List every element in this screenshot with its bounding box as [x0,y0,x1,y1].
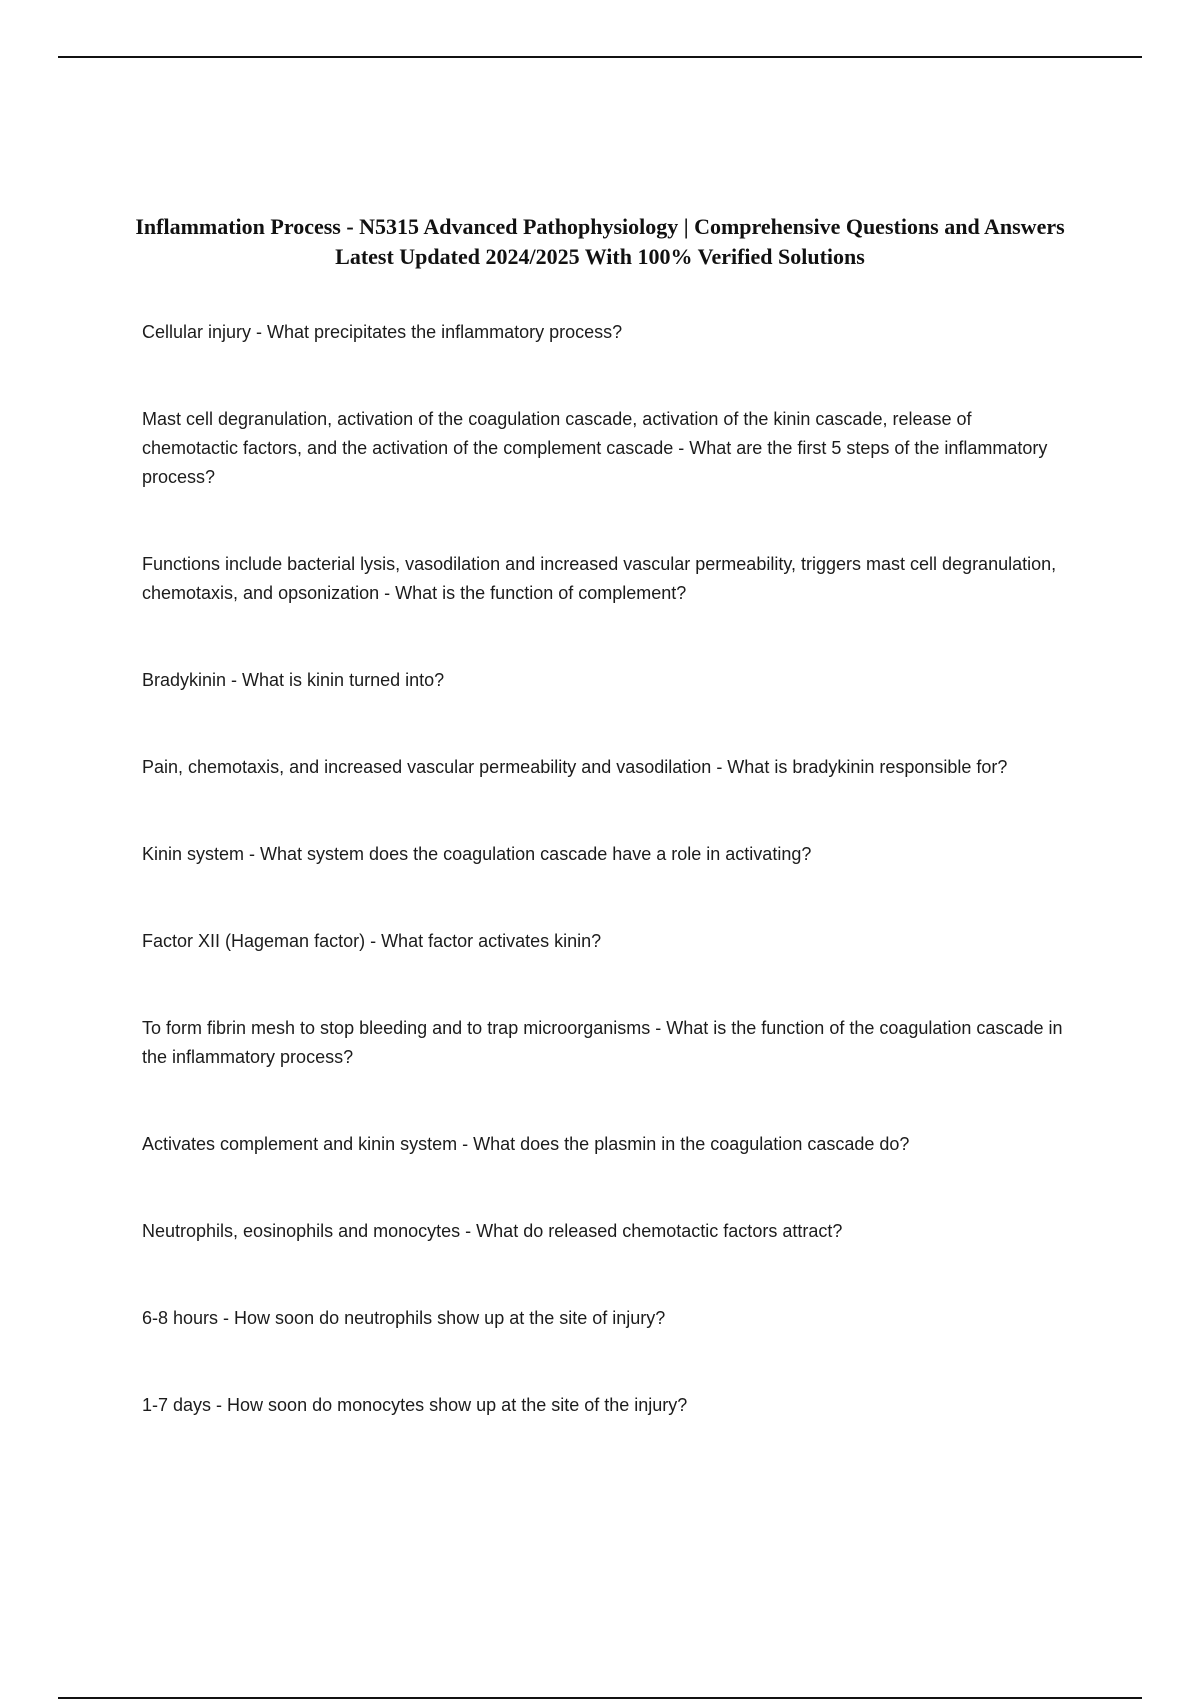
qa-item: Functions include bacterial lysis, vasodilation and increased vascular permeability, triggers mast cell degranulation, chemotaxis, and opsonization - What is the function of complement? [142,554,1057,603]
qa-item: Factor XII (Hageman factor) - What factor activates kinin? [142,931,602,951]
qa-item: Activates complement and kinin system - What does the plasmin in the coagulation cascade do? [142,1134,910,1154]
qa-item: Neutrophils, eosinophils and monocytes - What do released chemotactic factors attract? [142,1221,843,1241]
qa-item: Mast cell degranulation, activation of the coagulation cascade, activation of the kinin cascade, release of chemotactic factors, and the activation of the complement cascade - What are the first 5 steps of the inflammatory process? [142,409,1048,487]
qa-item: Kinin system - What system does the coagulation cascade have a role in activating? [142,844,812,864]
qa-item: Cellular injury - What precipitates the inflammatory process? [142,322,623,342]
qa-item: Bradykinin - What is kinin turned into? [142,670,445,690]
bottom-divider [58,1697,1142,1699]
qa-item: To form fibrin mesh to stop bleeding and to trap microorganisms - What is the function of the coagulation cascade in the inflammatory process? [142,1018,1063,1067]
qa-item: 1-7 days - How soon do monocytes show up at the site of the injury? [142,1395,688,1415]
qa-list [142,318,1072,1478]
qa-item: 6-8 hours - How soon do neutrophils show up at the site of injury? [142,1308,666,1328]
document-title: Inflammation Process - N5315 Advanced Pathophysiology | Comprehensive Questions and Answers Latest Updated 2024/2025 With 100% Verified Solutions [135,214,1065,269]
top-divider [58,56,1142,58]
qa-item: Pain, chemotaxis, and increased vascular permeability and vasodilation - What is bradykinin responsible for? [142,757,1008,777]
